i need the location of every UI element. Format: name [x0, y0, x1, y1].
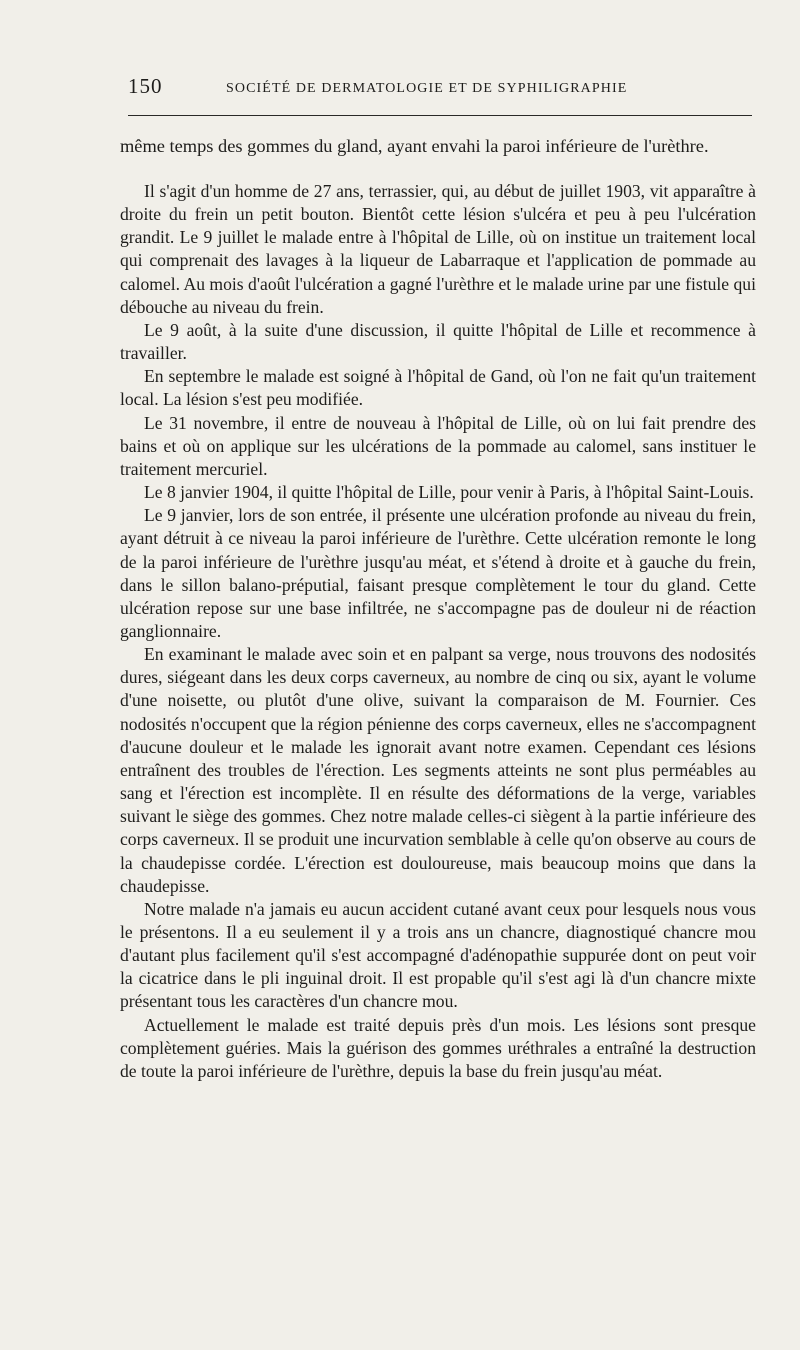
running-header	[128, 74, 752, 114]
paragraph-november: Le 31 novembre, il entre de nouveau à l'hôpital de Lille, où on lui fait prendre des bains et où on applique sur les ulcérations de la pommade au calomel, sans instituer le traitement mercuriel.	[120, 412, 756, 479]
journal-title: SOCIÉTÉ DE DERMATOLOGIE ET DE SYPHILIGRAPHIE	[226, 81, 628, 96]
paragraph-continuation: même temps des gommes du gland, ayant envahi la paroi inférieure de l'urèthre.	[120, 136, 709, 156]
paragraph-current-state: Actuellement le malade est traité depuis près d'un mois. Les lésions sont presque complètement guéries. Mais la guérison des gommes uréthrales a entraîné la destruction de toute la paroi inférieure de l'urèthre, depuis la base du frein jusqu'au méat.	[120, 1014, 756, 1081]
paragraph-august: Le 9 août, à la suite d'une discussion, il quitte l'hôpital de Lille et recommence à travailler.	[120, 319, 756, 364]
paragraph-january-8: Le 8 janvier 1904, il quitte l'hôpital de Lille, pour venir à Paris, à l'hôpital Saint-Louis.	[144, 482, 754, 503]
body-text	[120, 134, 756, 1083]
paragraph-september: En septembre le malade est soigné à l'hôpital de Gand, où l'on ne fait qu'un traitement local. La lésion s'est peu modifiée.	[120, 366, 756, 410]
page-number: 150	[128, 74, 163, 98]
paragraph-examination: En examinant le malade avec soin et en palpant sa verge, nous trouvons des nodosités dures, siégeant dans les deux corps caverneux, au nombre de cinq ou six, ayant le volume d'une noisette, ou plutôt d'une olive, suivant la comparaison de M. Fournier. Ces nodosités n'occupent que la région pénienne des corps caverneux, elles ne s'accompagnent d'aucune douleur et le malade les ignorait avant notre examen. Cependant ces lésions entraînent des troubles de l'érection. Les segments atteints ne sont plus perméables au sang et l'érection est incomplète. Il en résulte des déformations de la verge, variables suivant le siège des gommes. Chez notre malade celles-ci siègent à la partie inférieure des corps caverneux. Il se produit une incurvation semblable à celle qu'on observe au cours de la chaudepisse cordée. L'érection est douloureuse, mais beaucoup moins que dans la chaudepisse.	[120, 644, 756, 896]
header-rule	[128, 115, 752, 116]
paragraph-january-9: Le 9 janvier, lors de son entrée, il présente une ulcération profonde au niveau du frein, ayant détruit à ce niveau la paroi inférieure de l'urèthre. Cette ulcération remonte le long de la paroi inférieure de l'urèthre jusqu'au méat, et s'étend à droite et à gauche du frein, dans le sillon balano-préputial, faisant presque complètement le tour du gland. Cette ulcération repose sur une base infiltrée, ne s'accompagne pas de douleur ni de réaction ganglionnaire.	[120, 505, 756, 641]
paragraph-antecedents: Notre malade n'a jamais eu aucun accident cutané avant ceux pour lesquels nous vous le présentons. Il a eu seulement il y a trois ans un chancre, diagnostiqué chancre mou d'autant plus facilement qu'il s'est accompagné d'adénopathie suppurée dont on peut voir la cicatrice dans le pli inguinal droit. Il est propable qu'il s'est agi là d'un chancre mixte présentant tous les caractères d'un chancre mou.	[120, 898, 756, 1012]
paragraph-case-history: Il s'agit d'un homme de 27 ans, terrassier, qui, au début de juillet 1903, vit apparaître à droite du frein un petit bouton. Bientôt cette lésion s'ulcéra et peu à peu l'ulcération grandit. Le 9 juillet le malade entre à l'hôpital de Lille, où on institue un traitement local qui comprenait des lavages à la liqueur de Labarraque et l'application de pommade au calomel. Au mois d'août l'ulcération a gagné l'urèthre et le malade urine par une fistule qui débouche au niveau du frein.	[120, 181, 756, 317]
